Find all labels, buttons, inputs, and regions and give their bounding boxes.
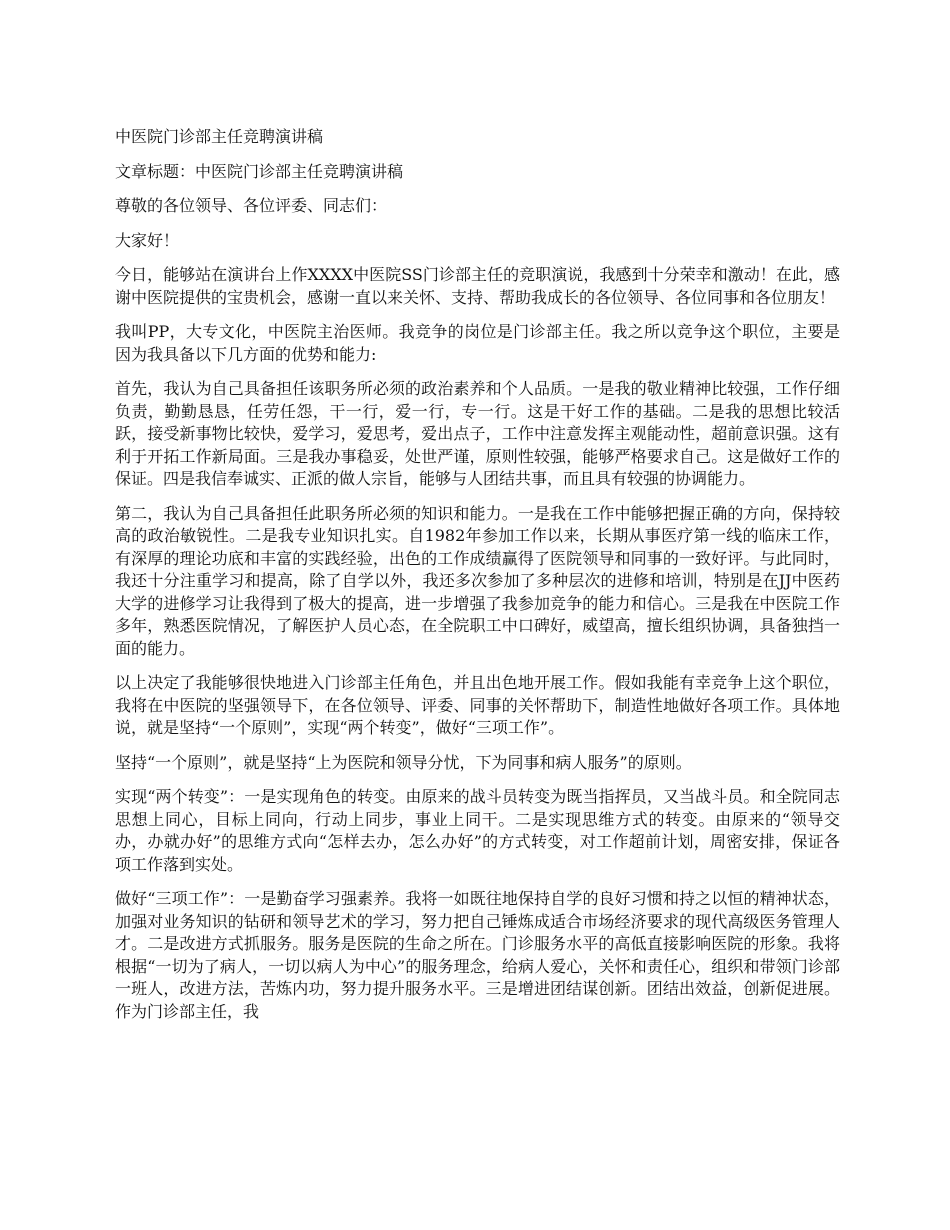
paragraph-three-tasks: 做好“三项工作”：一是勤奋学习强素养。我将一如既往地保持自学的良好习惯和持之以恒的精神状态，加强对业务知识的钻研和领导艺术的学习，努力把自己锤炼成适合市场经济要求的现代高级医务管理人才。二是改进方式抓服务。服务是医院的生命之所在。门诊服务水平的高低直接影响医院的形象。我将根据“一切为了病人，一切以病人为中心”的服务理念，给病人爱心，关怀和责任心，组织和带领门诊部一班人，改进方法，苦炼内功，努力提升服务水平。三是增进团结谋创新。团结出效益，创新促进展。作为门诊部主任，我 [115, 889, 840, 1021]
article-title: 文章标题：中医院门诊部主任竞聘演讲稿 [115, 161, 404, 181]
document-title: 中医院门诊部主任竞聘演讲稿 [115, 127, 324, 146]
salutation: 尊敬的各位领导、各位评委、同志们： [115, 196, 388, 215]
paragraph-opening: 今日，能够站在演讲台上作XXXX中医院SS门诊部主任的竞职演说，我感到十分荣幸和激动！在此，感谢中医院提供的宝贵机会，感谢一直以来关怀、支持、帮助我成长的各位领导、各位同事和各位朋友！ [115, 265, 840, 307]
paragraph-introduction: 我叫PP，大专文化，中医院主治医师。我竞争的岗位是门诊部主任。我之所以竞争这个职位，主要是因为我具备以下几方面的优势和能力: [115, 322, 840, 364]
paragraph-first-qualities: 首先，我认为自己具备担任该职务所必须的政治素养和个人品质。一是我的敬业精神比较强，工作仔细负责，勤勤恳恳，任劳任怨，干一行，爱一行，专一行。这是干好工作的基础。二是我的思想比较活跃，接受新事物比较快，爱学习，爱思考，爱出点子，工作中注意发挥主观能动性，超前意识强。这有利于开拓工作新局面。三是我办事稳妥，处世严谨，原则性较强，能够严格要求自己。这是做好工作的保证。四是我信奉诚实、正派的做人宗旨，能够与人团结共事，而且具有较强的协调能力。 [115, 379, 840, 488]
paragraph-plan-summary: 以上决定了我能够很快地进入门诊部主任角色，并且出色地开展工作。假如我能有幸竞争上这个职位，我将在中医院的坚强领导下，在各位领导、评委、同事的关怀帮助下，制造性地做好各项工作。具体地说，就是坚持“一个原则”，实现“两个转变”，做好“三项工作”。 [115, 673, 840, 737]
paragraph-second-abilities: 第二，我认为自己具备担任此职务所必须的知识和能力。一是我在工作中能够把握正确的方向，保持较高的政治敏锐性。二是我专业知识扎实。自1982年参加工作以来，长期从事医疗第一线的临床工作，有深厚的理论功底和丰富的实践经验，出色的工作成绩赢得了医院领导和同事的一致好评。与此同时，我还十分注重学习和提高，除了自学以外，我还多次参加了多种层次的进修和培训，特别是在JJ中医药大学的进修学习让我得到了极大的提高，进一步增强了我参加竞争的能力和信心。三是我在中医院工作多年，熟悉医院情况，了解医护人员心态，在全院职工中口碑好，威望高，擅长组织协调，具备独挡一面的能力。 [115, 503, 840, 658]
paragraph-one-principle: 坚持“一个原则”，就是坚持“上为医院和领导分忧，下为同事和病人服务”的原则。 [115, 752, 692, 772]
greeting: 大家好！ [115, 230, 180, 250]
paragraph-two-transitions: 实现“两个转变”：一是实现角色的转变。由原来的战斗员转变为既当指挥员，又当战斗员。和全院同志思想上同心，目标上同向，行动上同步，事业上同干。二是实现思维方式的转变。由原来的“领导交办，办就办好”的思维方式向“怎样去办，怎么办好”的方式转变，对工作超前计划，周密安排，保证各项工作落到实处。 [115, 787, 840, 874]
document-page [115, 126, 840, 1035]
